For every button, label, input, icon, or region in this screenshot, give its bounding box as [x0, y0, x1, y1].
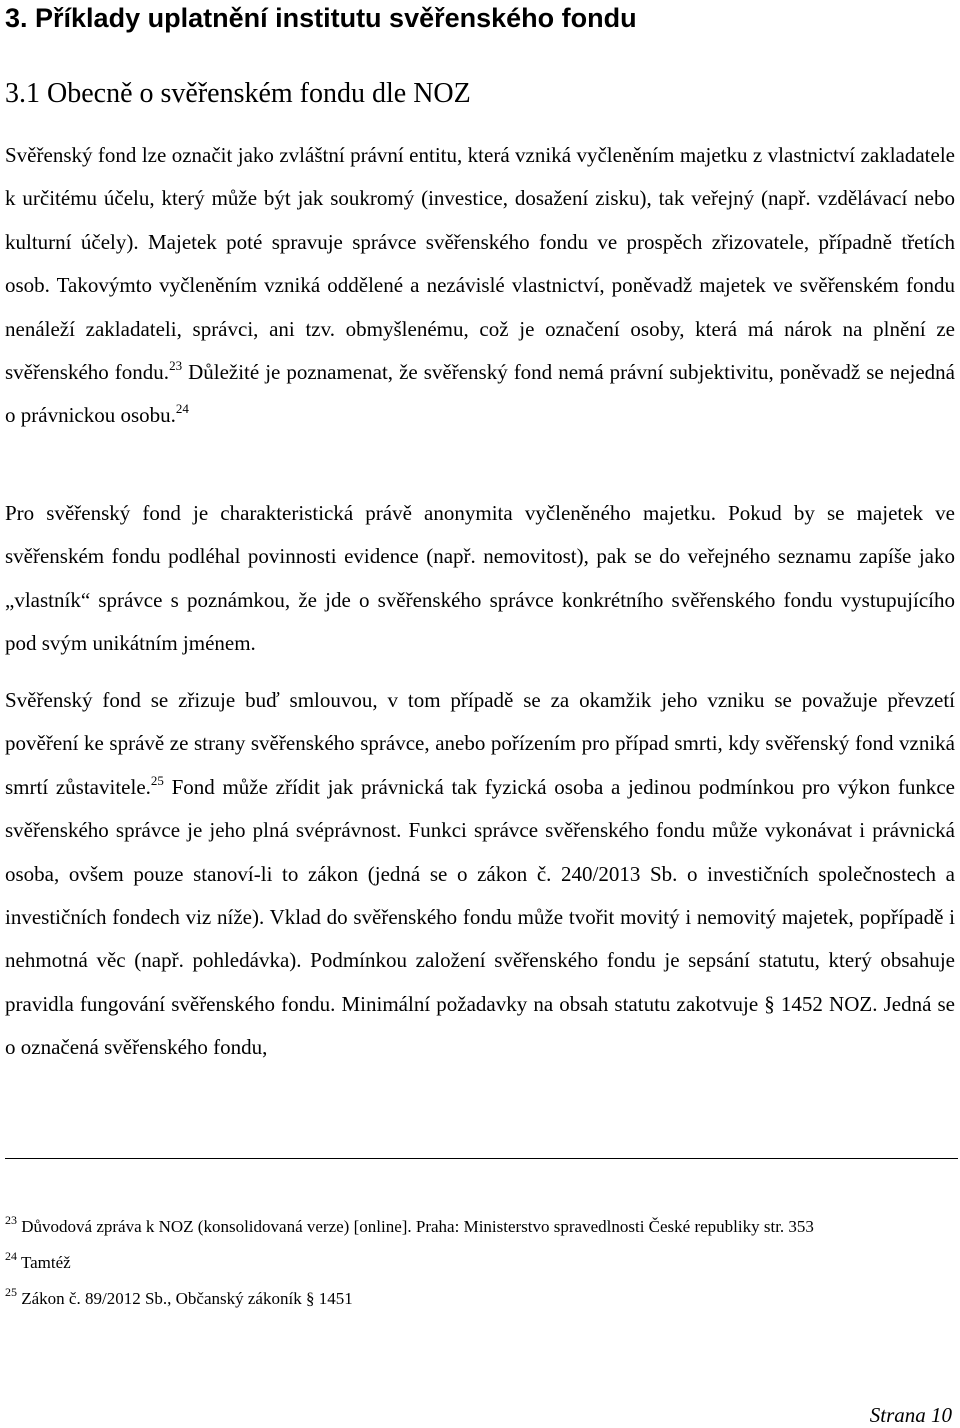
paragraph-2: [5, 492, 955, 666]
footnote-24: [5, 1250, 955, 1275]
footnote-separator: [5, 1158, 958, 1159]
section-heading: 3.1 Obecně o svěřenském fondu dle NOZ: [5, 78, 471, 109]
footnote-number: 25: [5, 1285, 17, 1299]
paragraph-1-text-a: Svěřenský fond lze označit jako zvláštní právní entitu, která vzniká vyčleněním majetku z vlastnictví zakladatele k určitému účelu, který může být jak soukromý (investice, dosažení zisku), tak veřejný (např. vzdělávací nebo kulturní účely). Majetek poté spravuje správce svěřenského fondu ve prospěch zřizovatele, případně třetích osob. Takovýmto vyčleněním vzniká oddělené a nezávislé vlastnictví, poněvadž majetek ve svěřenském fondu nenáleží zakladateli, správci, ani tzv. obmyšlenému, což je označení osoby, která má nárok na plnění ze svěřenského fondu.: [5, 143, 955, 385]
footnote-ref-23[interactable]: 23: [169, 358, 183, 374]
paragraph-3: [5, 679, 955, 1070]
paragraph-2-text: Pro svěřenský fond je charakteristická právě anonymita vyčleněného majetku. Pokud by se majetek ve svěřenském fondu podléhal povinnosti evidence (např. nemovitost), pak se do veřejného seznamu zapíše jako „vlastník“ správce s poznámkou, že jde o svěřenského správce konkrétního svěřenského fondu vystupujícího pod svým unikátním jménem.: [5, 501, 955, 656]
paragraph-3-text-a: Svěřenský fond se zřizuje buď smlouvou, v tom případě se za okamžik jeho vzniku se považuje převzetí pověření ke správě ze strany svěřenského správce, anebo pořízením pro případ smrti, kdy svěřenský fond vzniká smrtí zůstavitele.: [5, 688, 955, 799]
footnotes: [5, 1214, 955, 1322]
footnote-text: Důvodová zpráva k NOZ (konsolidovaná verze) [online]. Praha: Ministerstvo spravedlnosti České republiky str. 353: [17, 1217, 814, 1236]
paragraph-1: [5, 134, 955, 438]
footnote-text: Zákon č. 89/2012 Sb., Občanský zákoník § 1451: [17, 1289, 353, 1308]
footnote-25: [5, 1286, 955, 1311]
footnote-number: 24: [5, 1249, 17, 1263]
footnote-ref-25[interactable]: 25: [150, 772, 164, 788]
chapter-heading: 3. Příklady uplatnění institutu svěřenského fondu: [5, 3, 637, 33]
paragraph-3-text-b: Fond může zřídit jak právnická tak fyzická osoba a jedinou podmínkou pro výkon funkce svěřenského správce je jeho plná svéprávnost. Funkci správce svěřenského fondu může vykonávat i právnická osoba, ovšem pouze stanoví-li to zákon (jedná se o zákon č. 240/2013 Sb. o investičních společnostech a investičních fondech viz níže). Vklad do svěřenského fondu může tvořit movitý i nemovitý majetek, popřípadě i nehmotná věc (např. pohledávka). Podmínkou založení svěřenského fondu je sepsání statutu, který obsahuje pravidla fungování svěřenského fondu. Minimální požadavky na obsah statutu zakotvuje § 1452 NOZ. Jedná se o označená svěřenského fondu,: [5, 774, 955, 1060]
page-number: Strana 10: [869, 1403, 952, 1427]
footnote-ref-24[interactable]: 24: [175, 401, 189, 417]
footnote-text: Tamtéž: [17, 1253, 71, 1272]
footnote-23: [5, 1214, 955, 1239]
footnote-number: 23: [5, 1213, 17, 1227]
paragraph-1-text-b: Důležité je poznamenat, že svěřenský fond nemá právní subjektivitu, poněvadž se nejedná o právnickou osobu.: [5, 360, 956, 428]
